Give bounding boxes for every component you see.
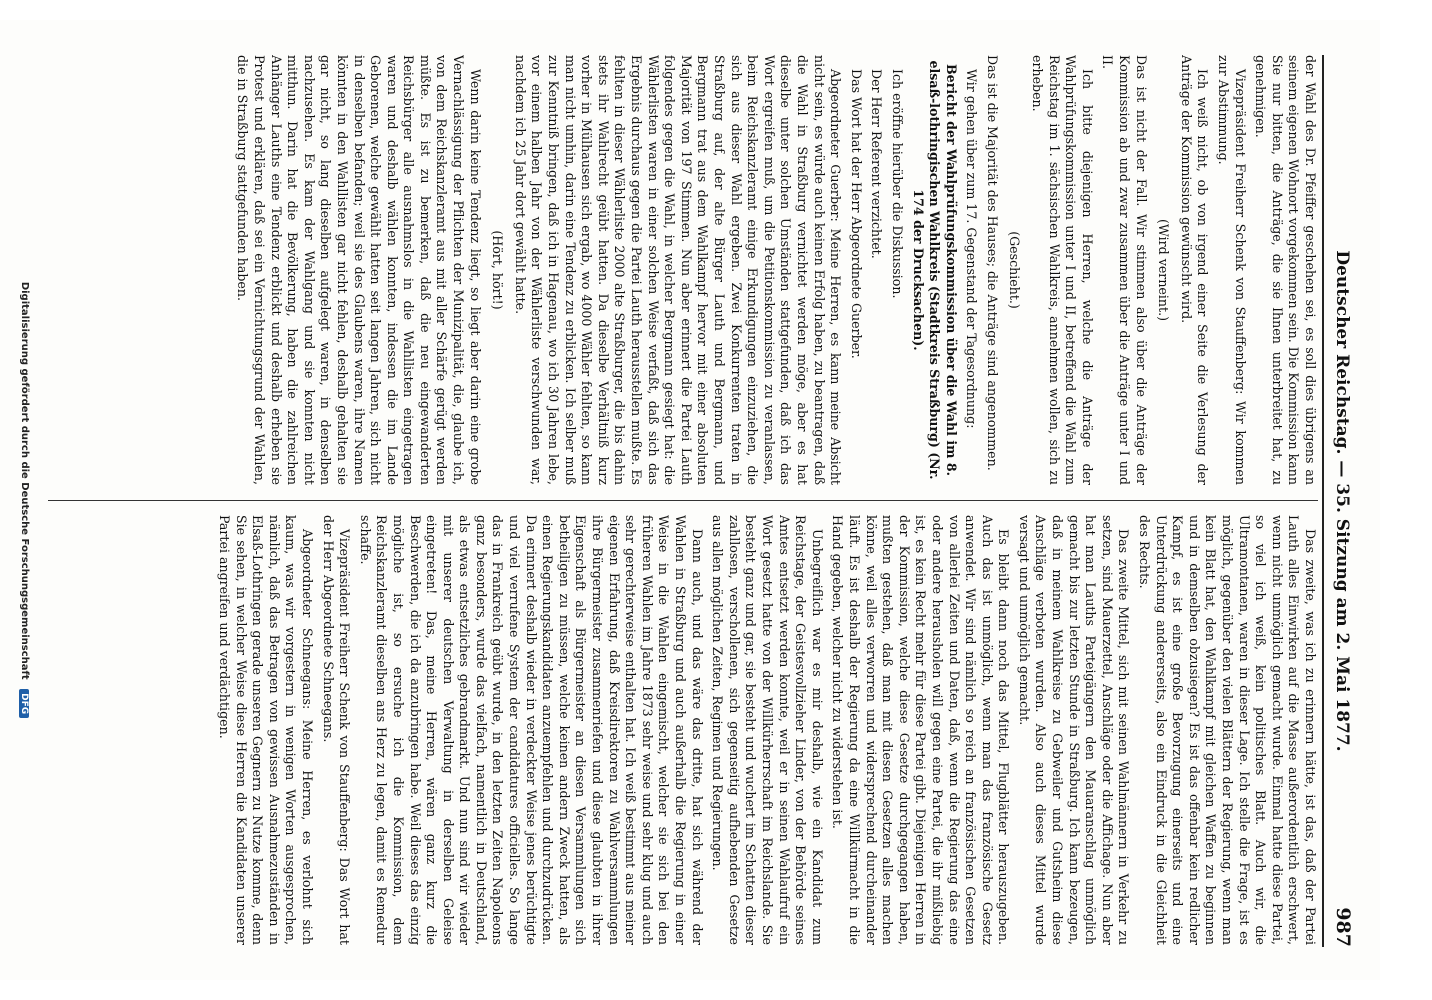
paragraph: (Geschieht.) [1007,231,1023,309]
column-divider [48,500,1318,501]
paragraph: Dann auch, und das wäre das dritte, hat sich während der Wahlen in Straßburg und auch außerhalb die Regierung in einer Weise in die Wahlen eingemischt, welcher sie sich bei den früheren Wahlen im Jahre 1873 sehr weise und sehr klug und auch sehr gerechterweise enthalten hat. Ich weiß bestimmt aus meiner eigenen Erfahrung, daß Kreisdirektoren zu Wahlversammlungen ihre Bürgermeister zusammenriefen und diese glaubten in ihrer Eigenschaft als Bürgermeister an diesen Versammlungen sich betheiligen zu müssen, welche keinen andern Zweck hatten, als einen Regierungskandidaten anzuempfehlen und durchzudrücken. Da erinnert deshalb wieder in verdeckter Weise jenes berüchtigte und viel verrufene System der candidatures officielles. So lange das in Frankreich geübt wurde, in den letzten Zeiten Napoleons ganz besonders, wurde das vielfach, namentlich in Deutschland, als etwas entsetzliches gebrandmarkt. Und nun sind wir wieder mit unserer deutschen Verwaltung in derselben Geleise eingetreten! Das, meine Herren, wären ganz kurz die Beschwerden, die ich da anzubringen habe. Weil dieses das einzig mögliche ist, so ersuche ich die Kommission, dem Reichskanzleramt dieselben ans Herz zu legen, damit es Remedur schaffe. [357,515,705,945]
paragraph: (Wird verneint.) [1156,218,1172,322]
rotated-document-page [0,20,1380,980]
page-header [1322,55,1358,947]
digitization-credit [19,20,30,980]
paragraph: Das ist nicht der Fall. Wir stimmen also über die Anträge der Kommission ab und zwar zusammen über die Anträge unter I und II. [1100,55,1149,485]
credit-text: Digitalisierung gefördert durch die Deutsche Forschungsgemeinschaft [19,281,30,680]
paragraph: Ich weiß nicht, ob von irgend einer Seite die Verlesung der Anträge der Kommission gewünscht wird. [1178,55,1211,485]
paragraph: Das Wort hat der Herr Abgeordnete Guerber. [848,69,864,359]
paragraph: der Wahl des Dr. Pfeiffer geschehen sei, es soll dies übrigens an seinem eigenen Wohnort vorgekommen sein. Die Kommission kann Sie nur bitten, die Anträge, die sie Ihnen unterbreitet hat, zu genehmigen. [1253,55,1318,485]
paragraph: Das ist die Majorität des Hauses; die Anträge sind angenommen. [984,55,1000,471]
paragraph: Unbegreiflich war es mir deshalb, wie ein Kandidat zum Reichstage, der Geistesvollzieher Linder, von der Behörde seines Amtes entsetzt werden konnte, weil er in seinen Wahlaufruf ein Wort gesetzt hatte von der Willkürherrschaft im Reichslande. Sie besteht ganz und gar, sie besteht und wuchert im Schatten dieser zahllosen, verschollenen, sich gegenseitig aufhebenden Gesetze aus allen möglichen Zeiten, Regimen und Regierungen. [710,515,825,945]
paragraph: (Hört, hört!) [490,230,506,310]
paragraph: Ich eröffne hierüber die Diskussion. [889,69,905,299]
paragraph: Das zweite Mittel, sich mit seinen Wahlmännern in Verkehr zu setzen, sind Mauerzettel, Anschläge oder die Affichage. Nun aber hat man Lauths Parteigängern den Mauaranschlag unmöglich gemacht bis zur letzten Stunde in Straßburg. Ich kann bezeugen, daß in meinem Wahlkreise zu Gebweiler und Gutsheim diese Anschläge verboten wurden. Also auch dieses Mittel wurde versagt und unmöglich gemacht. [1016,515,1132,945]
paragraph: Das zweite, was ich zu erinnern hätte, ist das, daß der Partei Lauth alles Einwirken auf die Masse außerordentlich erschwert, wenn nicht unmöglich gemacht wurde. Einmal hatte diese Partei, so viel ich weiß, kein politisches Blatt. Auch wir, die Ultramontanen, waren in dieser Lage. Ich stelle die Frage, ist es möglich, gegenüber den vielen Blättern der Regierung, wenn man kein Blatt hat, den Wahlkampf mit gleichen Waffen zu beginnen und in demselben obzusiegen? Es ist das offenbar kein redlicher Kampf, es ist eine große Bevorzugung einerseits und eine Unterdrückung andererseits, also ein Eindruck in die Gleichheit des Rechts. [1137,515,1318,945]
paragraph: Der Herr Referent verzichtet. [869,69,885,259]
page-number: 987 [1332,907,1354,947]
left-text-column [48,55,1318,485]
paragraph: Wir gehen über zum 17. Gegenstand der Tagesordnung: [964,69,980,429]
paragraph: Abgeordneter Schneegans: Meine Herren, es verlohnt sich kaum, was wir vorgestern in wenigen Worten ausgesprochen, nämlich, daß das Betragen von gewissen Ausnahmezuständen in Elsaß-Lothringen gerade unseren Gegnern zu Nutze komme, denn Sie sehen, in welcher Weise diese Herren die Kandidaten unserer Partei angreifen und verdächtigen. [217,515,315,945]
paragraph: Abgeordneter Guerber: Meine Herren, es kann meine Absicht nicht sein, es würde auch keinen Erfolg haben, zu beantragen, daß die Wahl in Straßburg vernichtet werden möge, aber es hat dieselbe unter solchen Umständen stattgefunden, daß ich das Wort ergreifen muß, um die Petitionskommission zu veranlassen, beim Reichskanzleramt einige Erkundigungen einzuziehen, die sich aus dieser Wahl ergeben. Zwei Konkurrenten traten in Straßburg auf, der alte Bürger Lauth und Bergmann, und Bergmann trat aus dem Wahlkampf hervor mit einer absoluten Majorität von 197 Stimmen. Nun aber erinnert die Partei Lauth folgendes gegen die Wahl, in welcher Bergmann gesiegt hat: die Wählerlisten waren in einer solchen Weise verfaßt, daß sich das Ergebnis durchaus gegen die Partei Lauth herausstellen mußte. Es fehlten in dieser Wählerliste 2000 alte Straßburger, die bis dahin stets ihr Wahlrecht geübt hatten. Da dieselbe Verhältniß kurz vorher in Mülhausen sich ergab, wo 4000 Wähler fehlten, so kann man nicht umhin, darin eine Tendenz zu erblicken. Ich selber muß zur Kenntniß bringen, daß ich in Hagenau, wo ich 30 Jahren lebe, vor einem halben Jahr von der Wählerliste verschwunden war, nachdem ich 25 Jahr dort gewählt hatte. [512,55,844,485]
header-title: Deutscher Reichstag. — 35. Sitzung am 2. Mai 1877. [1332,250,1352,752]
paragraph: Es bleibt dann noch das Mittel, Flugblätter herauszugeben. Auch das ist unmöglich, wenn man das französische Gesetz anwendet. Wir sind nämlich so reich an französischen Gesetzen von allerlei Zeiten und Daten, daß, wenn die Regierung das eine oder andere herausholen will gegen eine Partei, die ihr mißliebig ist, es kein Recht mehr für diese Partei gibt. Diejenigen Herren in der Kommission, welche diese Gesetze durchgegangen haben, mußten gestehen, daß man mit diesen Gesetzen alles machen könne, weil alles verworren und widersprechend durcheinander läuft. Es ist deshalb der Regierung da eine Willkürmacht in die Hand gegeben, welcher nicht zu widerstehen ist. [830,515,1012,945]
right-text-column [48,515,1318,945]
paragraph: Vizepräsident Freiherr Schenk von Stauffenberg: Das Wort hat der Herr Abgeordnete Schneegans. [320,515,353,945]
paragraph: Vizepräsident Freiherr Schenk von Stauffenberg: Wir kommen zur Abstimmung. [1216,55,1248,485]
dfg-logo: DFG [19,689,29,718]
paragraph: Bericht der Wahlprüfungskommission über die Wahl im 8. elsaß-lothringischen Wahlkreis (Stadtkreis Straßburg) (Nr. 174 der Drucksachen). [910,60,959,480]
paragraph: Wenn darin keine Tendenz liegt, so liegt aber darin eine grobe Vernachlässigung der Pflichten der Munizipalität, die, glaube ich, von dem Reichskanzleramt aus mit aller Schärfe gerügt werden müßte. Es ist zu bemerken, daß die neu eingewanderten Reichsbürger alle ausnahmslos in die Wahllisten eingetragen waren und deshalb wählen konnten, indessen die im Lande Geborenen, welche gewählt hatten seit langen Jahren, sich nicht in denselben befanden; weil sie des Glaubens waren, ihre Namen könnten in den Wahllisten gar nicht fehlen, deshalb gehalten sie gar nicht, so lang dieselben aufgelegt waren, in denselben nachzusehen. Es kam der Wahlgang und sie konnten nicht mitthun. Darin hat die Bevölkerung, haben die zahlreichen Anhänger Lauths eine Tendenz erblickt und deshalb erheben sie Protest und erklären, daß sei ein Vernichtungsgrund der Wahlen, die in Straßburg stattgefunden haben. [235,55,483,485]
paragraph: Ich bitte diejenigen Herren, welche die Anträge der Wahlprüfungskommission unter I und II, betreffend die Wahl zum Reichstag im 1. sächsischen Wahlkreis, annehmen wollen, sich zu erheben. [1030,55,1095,485]
